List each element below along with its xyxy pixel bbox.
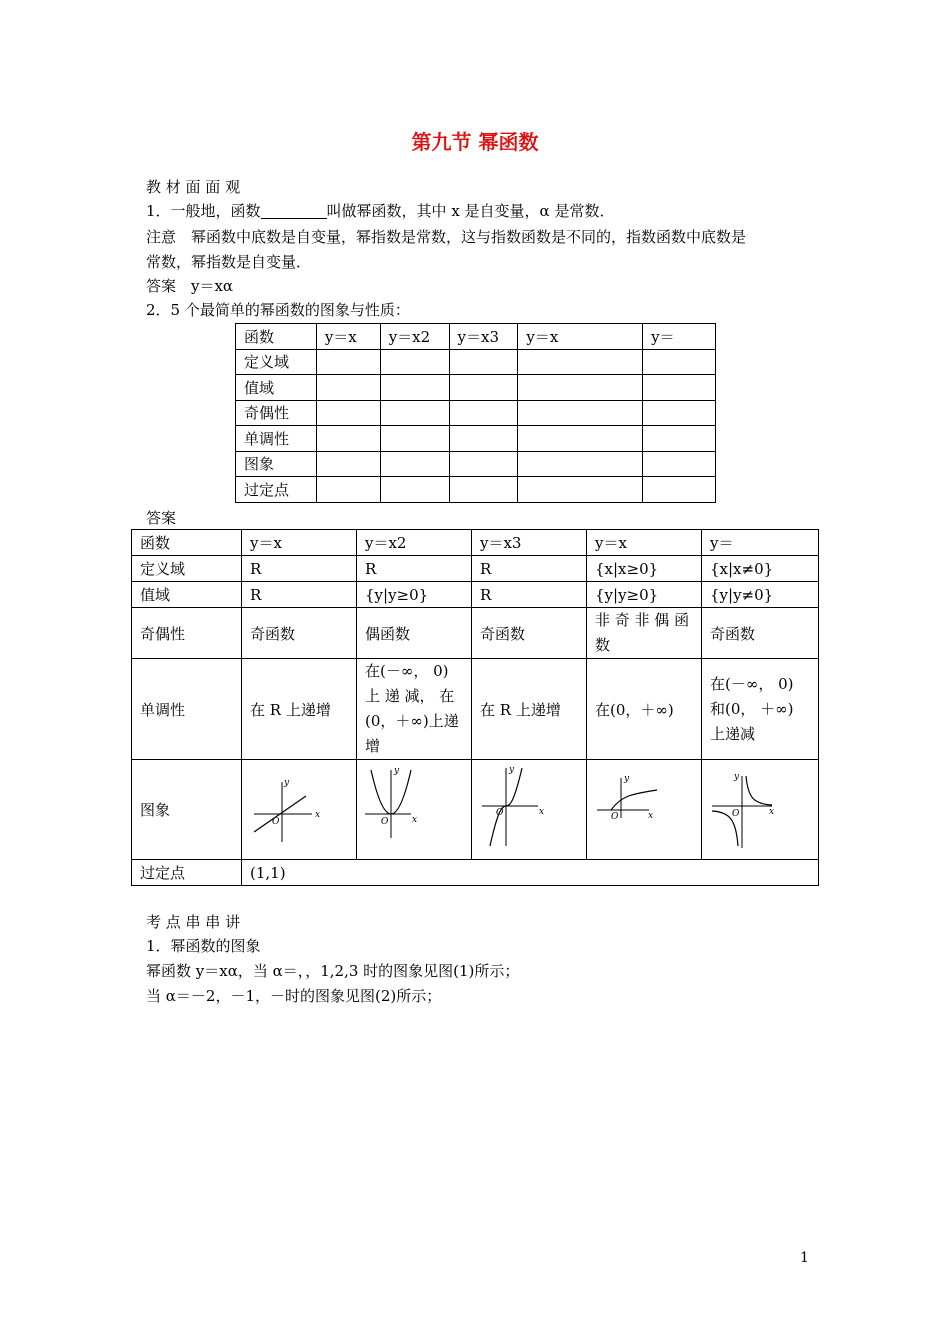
graph-cell-y-sqrt-x (587, 760, 702, 860)
section-heading-textbook: 教 材 面 面 观 (146, 178, 241, 196)
table-row (132, 582, 819, 608)
table-cell: R (242, 582, 357, 608)
table-cell: 过定点 (132, 860, 242, 886)
table-cell: 函数 (132, 530, 242, 556)
cell-line: 上递减 (710, 724, 756, 743)
row-label: 单调性 (236, 426, 317, 452)
table-cell: y＝x3 (449, 324, 518, 350)
table-cell: y＝ (643, 324, 716, 350)
graph-cell-y-inverse (702, 760, 819, 860)
table-cell: y＝x (518, 324, 643, 350)
table-cell: 单调性 (132, 659, 242, 760)
table-row (236, 400, 716, 426)
graph-y-equals-x-inverse (702, 762, 818, 858)
table-row (132, 530, 819, 556)
row-label: 值域 (236, 375, 317, 401)
axis-y-label: y (509, 764, 515, 775)
table-cell: y＝ (702, 530, 819, 556)
cell-line: (0，＋∞)上递 (365, 712, 459, 730)
page-title: 第九节 幂函数 (411, 130, 539, 154)
table-cell: {y|y≥0} (587, 582, 702, 608)
paragraph-4: 幂函数 y＝xα，当 α＝，，1,2,3 时的图象见图(1)所示； (146, 962, 520, 980)
graph-cell-y-x2 (357, 760, 472, 860)
origin-label: O (732, 808, 740, 819)
axis-y-label: y (624, 773, 630, 784)
answer-1: 答案 y＝xα (146, 277, 234, 295)
paragraph-3: 1．幂函数的图象 (146, 937, 261, 955)
table-row (236, 375, 716, 401)
table-row (236, 451, 716, 477)
table-row (132, 860, 819, 886)
table-cell: 奇函数 (242, 608, 357, 659)
table-cell: y＝x (587, 530, 702, 556)
answer-property-table (131, 529, 819, 886)
cell-line: 增 (365, 737, 381, 755)
graph-cell-y-x (242, 760, 357, 860)
paragraph-1-after: 叫做幂函数，其中 x 是自变量，α 是常数． (326, 202, 615, 220)
note-line-1: 注意 幂函数中底数是自变量，幂指数是常数，这与指数函数是不同的，指数函数中底数是 (146, 228, 747, 246)
axis-x-label: x (315, 809, 321, 820)
table-row (132, 608, 819, 659)
cell-line: 和(0， ＋∞) (710, 699, 794, 718)
table-row (236, 324, 716, 350)
page-number: 1 (800, 1250, 809, 1266)
table-cell: R (472, 556, 587, 582)
axis-x-label: x (648, 810, 654, 821)
section-heading-key-points: 考 点 串 串 讲 (146, 913, 241, 931)
answer-2-label: 答案 (146, 509, 177, 527)
origin-label: O (496, 807, 504, 818)
note-line-2: 常数，幂指数是自变量． (146, 253, 312, 271)
table-row (132, 760, 819, 860)
axis-x-label: x (539, 806, 545, 817)
cell-line: 在(－∞， 0) (710, 674, 794, 693)
table-row (236, 477, 716, 503)
table-row (132, 659, 819, 760)
table-cell: 值域 (132, 582, 242, 608)
table-cell: {y|y≥0} (357, 582, 472, 608)
table-cell: 奇函数 (472, 608, 587, 659)
graph-y-equals-x (242, 762, 356, 858)
table-cell: {x|x≠0} (702, 556, 819, 582)
table-cell (702, 659, 819, 760)
table-cell: 奇偶性 (132, 608, 242, 659)
table-cell: y＝x (242, 530, 357, 556)
table-cell: 定义域 (132, 556, 242, 582)
cell-line: 上 递 减， 在 (365, 687, 455, 705)
graph-y-equals-x-half (587, 762, 701, 858)
table-cell (357, 659, 472, 760)
axis-y-label: y (734, 771, 740, 782)
table-row (236, 349, 716, 375)
origin-label: O (381, 816, 389, 827)
axis-y-label: y (394, 765, 400, 776)
fill-blank (261, 202, 327, 219)
paragraph-1 (146, 199, 614, 223)
row-label: 定义域 (236, 349, 317, 375)
row-label: 奇偶性 (236, 400, 317, 426)
table-cell: y＝x3 (472, 530, 587, 556)
table-cell: y＝x2 (380, 324, 449, 350)
table-cell: y＝x (316, 324, 380, 350)
table-cell: 在 R 上递增 (242, 659, 357, 760)
table-cell: 非 奇 非 偶 函 数 (587, 608, 702, 659)
table-cell: R (472, 582, 587, 608)
table-cell: (1,1) (242, 860, 819, 886)
table-cell: R (357, 556, 472, 582)
graph-cell-y-x3 (472, 760, 587, 860)
axis-y-label: y (284, 777, 290, 788)
row-label: 过定点 (236, 477, 317, 503)
table-cell: 在(0，＋∞) (587, 659, 702, 760)
table-cell: R (242, 556, 357, 582)
table-cell: y＝x2 (357, 530, 472, 556)
table-cell: 在 R 上递增 (472, 659, 587, 760)
origin-label: O (272, 816, 280, 827)
graph-y-equals-x-squared (357, 762, 471, 858)
graph-y-equals-x-cubed (472, 762, 586, 858)
axis-x-label: x (769, 806, 775, 817)
origin-label: O (611, 811, 619, 822)
paragraph-1-before: 1．一般地，函数 (146, 202, 261, 220)
table-cell: {x|x≥0} (587, 556, 702, 582)
blank-property-table (235, 323, 716, 503)
table-row (236, 426, 716, 452)
paragraph-5: 当 α＝－2，－1，－时的图象见图(2)所示； (146, 987, 442, 1005)
paragraph-2: 2．5 个最简单的幂函数的图象与性质： (146, 301, 410, 319)
cell-line: 在(－∞， 0) (365, 662, 449, 680)
table-row (132, 556, 819, 582)
table-cell: 图象 (132, 760, 242, 860)
table-cell: 函数 (236, 324, 317, 350)
axis-x-label: x (412, 814, 418, 825)
table-cell: {y|y≠0} (702, 582, 819, 608)
table-cell: 奇函数 (702, 608, 819, 659)
table-cell: 偶函数 (357, 608, 472, 659)
row-label: 图象 (236, 451, 317, 477)
